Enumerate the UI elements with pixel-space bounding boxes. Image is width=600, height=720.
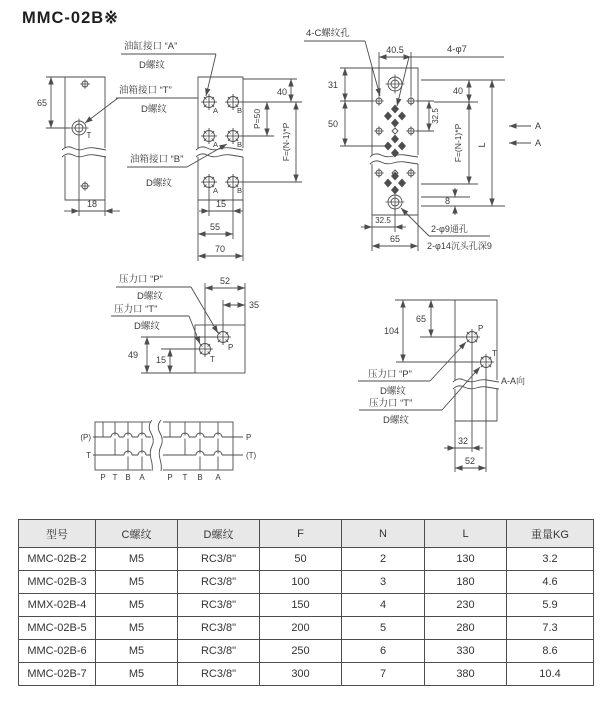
page-title: MMC-02B※ (22, 9, 119, 27)
cell-n: 4 (342, 594, 425, 617)
section-arrow-a2: A (535, 138, 542, 148)
cell-l: 130 (425, 548, 507, 571)
port-cluster (384, 105, 406, 195)
header-d-thread: D螺纹 (178, 520, 260, 548)
port-t-letter: T (86, 131, 92, 140)
pressure-p-label: 压力口 “P” (119, 274, 163, 285)
dim-65-bottom: 65 (389, 234, 401, 244)
dim-f-top: F=(N-1)*P (453, 123, 463, 163)
table-row (19, 617, 594, 640)
through-hole-label: 2-φ9通孔 (431, 224, 468, 234)
dim-pitch: P=50 (252, 108, 262, 130)
dim-32-5: 32.5 (431, 108, 440, 124)
header-n: N (342, 520, 425, 548)
dim-18: 18 (86, 199, 98, 209)
cbore-label: 2-φ14沉头孔深9 (427, 241, 492, 251)
rail-t-left-label: T (86, 451, 91, 460)
cell-c-thread: M5 (96, 617, 178, 640)
dim-32: 32 (457, 436, 469, 446)
header-c-thread: C螺纹 (96, 520, 178, 548)
cell-model: MMC-02B-5 (19, 617, 96, 640)
cell-n: 6 (342, 640, 425, 663)
cell-model: MMC-02B-6 (19, 640, 96, 663)
rail-p-left-label: (P) (80, 433, 91, 442)
dim-f: F=(N-1)*P (281, 122, 291, 162)
cell-l: 330 (425, 640, 507, 663)
cell-c-thread: M5 (96, 663, 178, 686)
port-a1-letter: A (213, 106, 219, 115)
col-label: A (215, 473, 221, 482)
port-t-letter: T (210, 355, 215, 364)
cell-f: 50 (260, 548, 342, 571)
channel-schematic (80, 418, 256, 482)
tank-t-label: 油箱接口 “T” (119, 85, 172, 96)
port-t-letter: T (492, 349, 497, 358)
screw-hole-icon (406, 168, 416, 178)
cell-weight: 4.6 (507, 571, 594, 594)
pressure-t-label-section: 压力口 “T” (369, 398, 413, 409)
dim-8: 8 (444, 196, 450, 206)
cell-c-thread: M5 (96, 548, 178, 571)
cell-l: 230 (425, 594, 507, 617)
cell-n: 5 (342, 617, 425, 640)
cell-n: 2 (342, 548, 425, 571)
dim-40-5: 40.5 (386, 45, 404, 55)
cell-f: 250 (260, 640, 342, 663)
dim-55: 55 (209, 222, 221, 232)
header-l: L (425, 520, 507, 548)
dim-104: 104 (383, 326, 399, 336)
section-arrow-a1: A (535, 121, 542, 131)
port-a2-letter: A (213, 140, 219, 149)
rail-t-right-label: (T) (246, 451, 257, 460)
cell-model: MMX-02B-4 (19, 594, 96, 617)
thread-b-label: D螺纹 (146, 178, 172, 189)
cell-c-thread: M5 (96, 571, 178, 594)
table-header-row (19, 520, 594, 548)
cell-l: 180 (425, 571, 507, 594)
cell-weight: 8.6 (507, 640, 594, 663)
table-row (19, 571, 594, 594)
cell-f: 150 (260, 594, 342, 617)
dim-32-5-bottom: 32.5 (375, 216, 391, 225)
cell-model: MMC-02B-2 (19, 548, 96, 571)
col-label: P (167, 473, 173, 482)
tank-b-label: 油箱接口 “B” (130, 154, 184, 165)
cyl-a-label: 油缸接口 “A” (124, 41, 178, 52)
dim-31: 31 (327, 80, 338, 90)
pressure-t-label: 压力口 “T” (114, 304, 158, 315)
dim-l: L (477, 142, 487, 148)
screw-hole-icon (374, 126, 384, 136)
dim-15: 15 (215, 199, 227, 209)
cell-model: MMC-02B-3 (19, 571, 96, 594)
col-label: T (112, 473, 118, 482)
screw-hole-icon (374, 168, 384, 178)
thread-p-label: D螺纹 (137, 291, 163, 302)
thread-a-label: D螺纹 (139, 60, 165, 71)
port-b3-letter: B (237, 186, 243, 195)
dim-40: 40 (276, 87, 287, 97)
col-label: P (100, 473, 106, 482)
table-row (19, 663, 594, 686)
port-b2-letter: B (237, 140, 243, 149)
table-row (19, 640, 594, 663)
pt-end-view (111, 273, 259, 373)
thread-p-label-section: D螺纹 (380, 386, 406, 397)
port-p-letter: P (228, 343, 234, 352)
port-a3-letter: A (213, 186, 219, 195)
dim-15-pt: 15 (155, 355, 166, 365)
header-f: F (260, 520, 342, 548)
dim-52: 52 (219, 276, 231, 286)
port-p-letter: P (478, 324, 484, 333)
dim-50: 50 (327, 119, 338, 129)
cell-n: 7 (342, 663, 425, 686)
col-label: B (197, 473, 203, 482)
cell-d-thread: RC3/8" (178, 548, 260, 571)
table-row (19, 548, 594, 571)
phi7-label: 4-φ7 (447, 44, 467, 55)
thread-t-label: D螺纹 (141, 104, 167, 115)
thread-holes-label: 4-C螺纹孔 (306, 28, 350, 39)
col-label: A (139, 473, 145, 482)
cell-n: 3 (342, 571, 425, 594)
top-view (304, 27, 541, 251)
rail-p-right-label: P (246, 433, 252, 442)
cell-f: 300 (260, 663, 342, 686)
cell-d-thread: RC3/8" (178, 594, 260, 617)
col-label: B (125, 473, 131, 482)
cell-c-thread: M5 (96, 640, 178, 663)
thread-t-label: D螺纹 (134, 321, 160, 332)
col-label: T (182, 473, 188, 482)
front-view (85, 40, 302, 261)
dim-40-top: 40 (452, 86, 463, 96)
view-aa-label: A-A向 (501, 376, 526, 386)
table-row (19, 594, 594, 617)
port-b1-letter: B (237, 106, 243, 115)
cell-d-thread: RC3/8" (178, 617, 260, 640)
cell-d-thread: RC3/8" (178, 663, 260, 686)
thread-t-label-section: D螺纹 (383, 415, 409, 426)
screw-hole-icon (80, 79, 90, 89)
dim-65-section: 65 (415, 314, 426, 324)
pressure-p-label-section: 压力口 “P” (368, 369, 412, 380)
cell-weight: 10.4 (507, 663, 594, 686)
dim-49: 49 (127, 350, 138, 360)
screw-hole-icon (406, 126, 416, 136)
screw-hole-icon (374, 96, 384, 106)
header-model: 型号 (19, 520, 96, 548)
side-strip-view (37, 77, 120, 216)
cell-f: 100 (260, 571, 342, 594)
cell-f: 200 (260, 617, 342, 640)
dim-52-section: 52 (464, 456, 476, 466)
screw-hole-icon (80, 181, 90, 191)
header-weight: 重量KG (507, 520, 594, 548)
cell-l: 380 (425, 663, 507, 686)
cell-d-thread: RC3/8" (178, 571, 260, 594)
dim-70: 70 (214, 244, 226, 254)
dim-35: 35 (249, 300, 260, 310)
section-aa-view (358, 300, 525, 472)
cell-model: MMC-02B-7 (19, 663, 96, 686)
spec-table (18, 519, 594, 686)
cell-weight: 7.3 (507, 617, 594, 640)
cell-d-thread: RC3/8" (178, 640, 260, 663)
screw-hole-icon (406, 96, 416, 106)
cell-weight: 3.2 (507, 548, 594, 571)
counterbore-hole (386, 75, 405, 94)
cell-weight: 5.9 (507, 594, 594, 617)
dim-65: 65 (36, 98, 47, 108)
cell-c-thread: M5 (96, 594, 178, 617)
cell-l: 280 (425, 617, 507, 640)
